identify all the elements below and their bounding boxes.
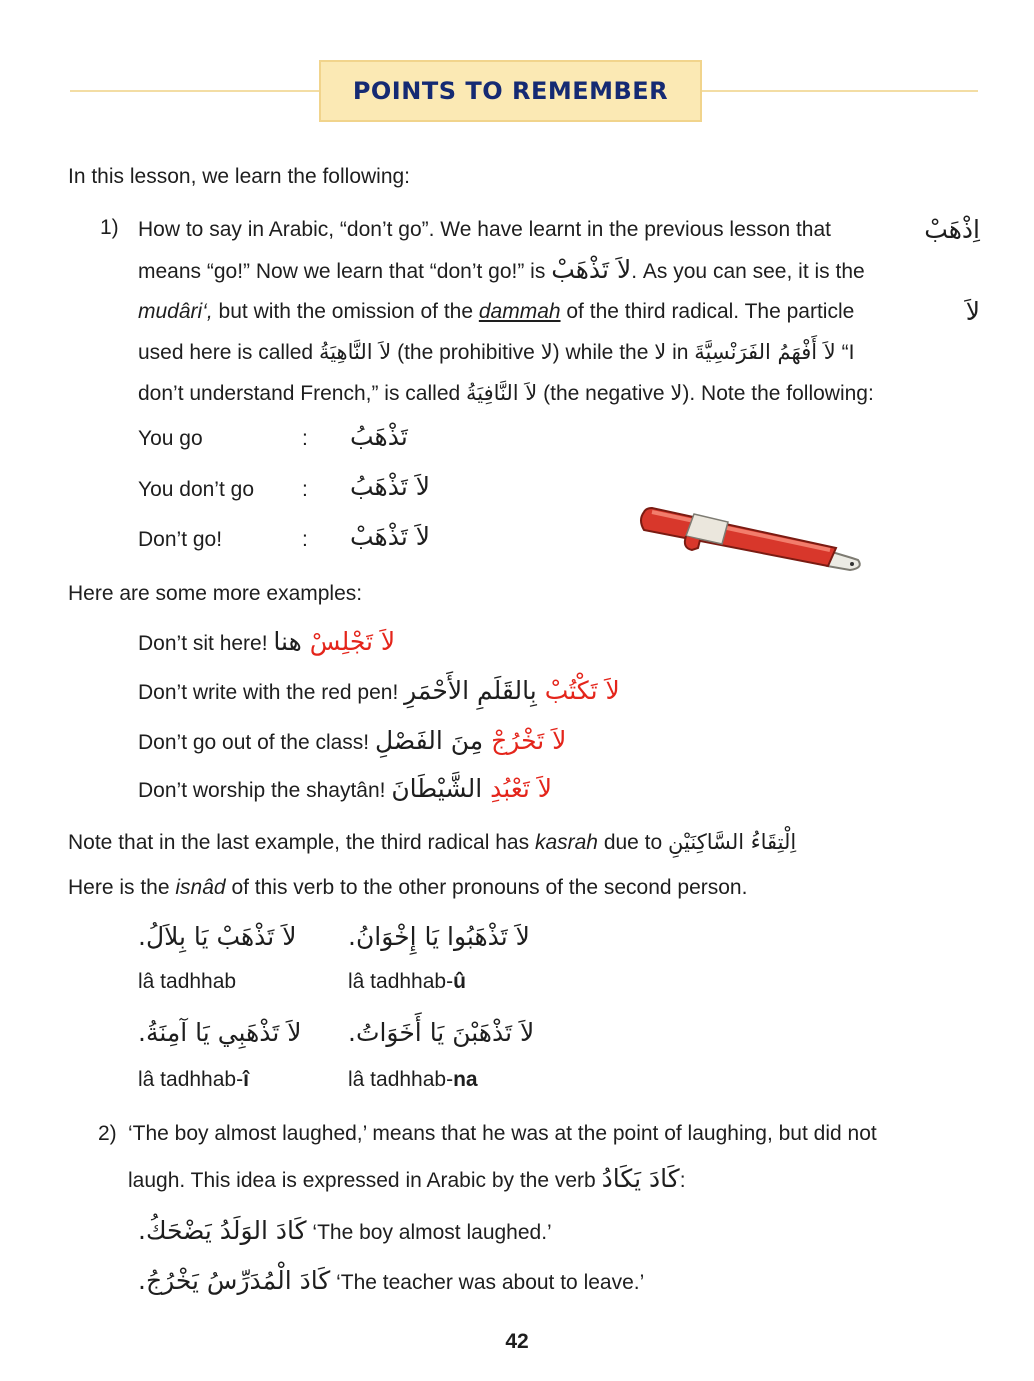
page-number: 42 xyxy=(505,1330,529,1353)
point2-number: 2) xyxy=(98,1122,117,1145)
conj-row-2-arabic: لاَ تَذْهَبُ xyxy=(350,472,431,501)
conj-row-2-label: You don’t go xyxy=(138,478,255,501)
point1-line1: How to say in Arabic, “don’t go”. We have learnt in the previous lesson that اِذْهَبْ xyxy=(138,215,980,244)
example-1: Don’t sit here! لاَ تَجْلِسْ هنا xyxy=(138,627,396,656)
examples-heading: Here are some more examples: xyxy=(68,582,363,605)
example-2: Don’t write with the red pen! لاَ تَكْتُبْ بِالقَلَمِ الأَحْمَرِ xyxy=(138,676,620,705)
example-4: Don’t worship the shaytân! لاَ تَعْبُدِ الشَّيْطَانَ xyxy=(138,774,553,803)
point2-example-2: كَادَ الْمُدَرِّسُ يَخْرُجُ. ‘The teacher was about to leave.’ xyxy=(138,1266,645,1295)
point1-line5: don’t understand French,” is called لاَ النَّافِيَةُ (the negative لا). Note the following: xyxy=(138,381,874,405)
header-rule-left xyxy=(70,90,320,92)
note-line-1: Note that in the last example, the third radical has kasrah due to اِلْتِقَاءُ السَّاكِنَيْنِ xyxy=(68,830,797,854)
isnad-4-translit: lâ tadhhab-na xyxy=(348,1068,478,1091)
isnad-2-translit: lâ tadhhab-û xyxy=(348,970,466,993)
conj-row-1-arabic: تَذْهَبُ xyxy=(350,422,408,451)
isnad-2-arabic: لاَ تَذْهَبُوا يَا إِخْوَانُ. xyxy=(348,922,530,951)
point1-line2: means “go!” Now we learn that “don’t go!” is لاَ تَذْهَبْ. As you can see, it is the xyxy=(138,255,865,284)
conj-row-3-colon: : xyxy=(302,528,308,551)
point1-paragraph xyxy=(138,210,980,414)
point2-example-1: كَادَ الوَلَدُ يَضْحَكُ. ‘The boy almost laughed.’ xyxy=(138,1216,552,1245)
header-rule-right xyxy=(702,90,978,92)
point1-line3: mudâri‘, but with the omission of the dammah of the third radical. The particle لاَ xyxy=(138,297,980,326)
header-banner xyxy=(319,60,702,122)
conj-row-1-colon: : xyxy=(302,427,308,450)
note-line-2: Here is the isnâd of this verb to the other pronouns of the second person. xyxy=(68,876,748,899)
example-3: Don’t go out of the class! لاَ تَخْرُجْ مِنَ الفَصْلِ xyxy=(138,726,567,755)
isnad-1-translit: lâ tadhhab xyxy=(138,970,237,993)
conj-row-2-colon: : xyxy=(302,478,308,501)
intro-text: In this lesson, we learn the following: xyxy=(68,165,411,188)
page-title: POINTS TO REMEMBER xyxy=(352,77,669,105)
conj-row-3-arabic: لاَ تَذْهَبْ xyxy=(350,522,431,551)
red-pen-illustration xyxy=(632,500,864,574)
isnad-3-translit: lâ tadhhab-î xyxy=(138,1068,249,1091)
isnad-3-arabic: لاَ تَذْهَبِي يَا آمِنَةُ. xyxy=(138,1018,302,1047)
point1-line4: used here is called لاَ النَّاهِيَةُ (the prohibitive لا) while the لا in لاَ أَفْهَمُ الفَرَنْسِيَّةَ “I xyxy=(138,340,855,364)
conj-row-1-label: You go xyxy=(138,427,203,450)
isnad-4-arabic: لاَ تَذْهَبْنَ يَا أَخَوَاتُ. xyxy=(348,1018,535,1047)
conj-row-3-label: Don’t go! xyxy=(138,528,223,551)
point1-number: 1) xyxy=(100,216,119,239)
isnad-1-arabic: لاَ تَذْهَبْ يَا بِلاَلُ. xyxy=(138,922,297,951)
point2-line-2: laugh. This idea is expressed in Arabic by the verb كَادَ يَكَادُ: xyxy=(128,1164,686,1193)
point2-line-1: ‘The boy almost laughed,’ means that he was at the point of laughing, but did not xyxy=(128,1122,877,1145)
